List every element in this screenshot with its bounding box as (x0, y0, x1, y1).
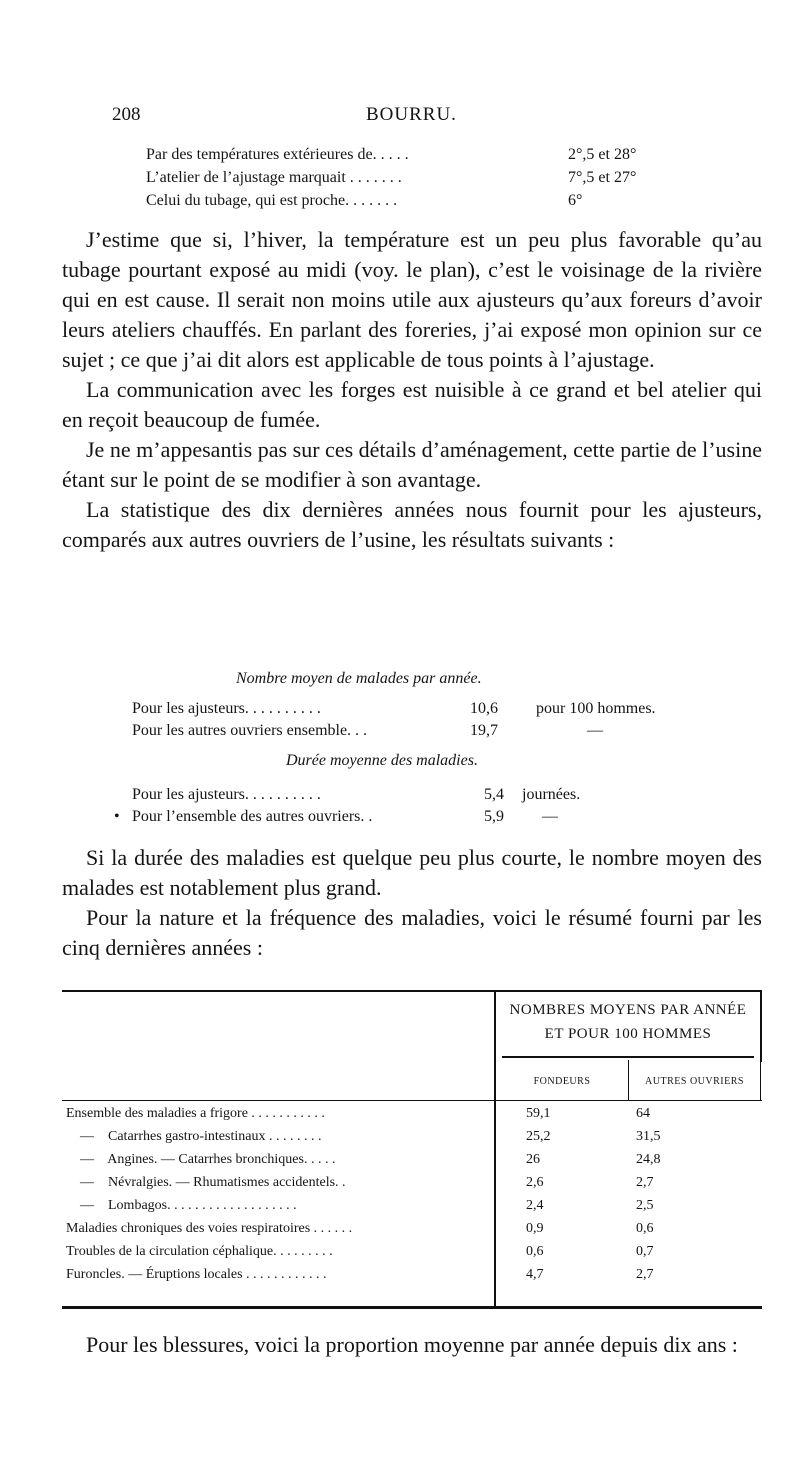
stats-label: Pour les autres ouvriers ensemble. . . (132, 722, 368, 739)
stats-unit: — (587, 722, 603, 739)
table-row (66, 1152, 760, 1174)
table-cell-fondeurs: 2,6 (526, 1175, 544, 1190)
body-text-2 (62, 843, 762, 963)
temperature-value: 7°,5 et 27° (568, 169, 637, 186)
table-row (66, 1106, 760, 1128)
disease-table (62, 990, 762, 1310)
table-cell-fondeurs: 4,7 (526, 1267, 544, 1282)
table-top-rule (62, 990, 762, 992)
table-group-header: NOMBRES MOYENS PAR ANNÉE (509, 1002, 747, 1018)
body-text-1 (62, 225, 762, 555)
stats-value: 10,6 (470, 700, 498, 717)
paragraph: Pour la nature et la fréquence des maladies, voici le résumé fourni par les cinq dernières années : (62, 905, 762, 960)
table-row (66, 1129, 760, 1151)
temperature-value: 2°,5 et 28° (568, 146, 637, 163)
table-cell-label: — Lombagos. . . . . . . . . . . . . . . . . . . (66, 1198, 297, 1213)
page-number: 208 (112, 104, 141, 125)
temperature-label: Par des températures extérieures de. . . . . (146, 146, 409, 163)
temperature-label: Celui du tubage, qui est proche. . . . . . . (146, 192, 398, 209)
stats-unit: journées. (522, 786, 581, 803)
table-cell-autres: 0,6 (636, 1221, 654, 1236)
table-cell-fondeurs: 2,4 (526, 1198, 544, 1213)
table-cell-autres: 64 (636, 1106, 650, 1121)
table-header-rule (502, 1056, 754, 1058)
table-body-rule (62, 1100, 762, 1101)
table-right-edge (760, 1060, 761, 1100)
table-row (66, 1175, 760, 1197)
table-cell-fondeurs: 0,6 (526, 1244, 544, 1259)
table-cell-label: — Névralgies. — Rhumatismes accidentels. . (66, 1175, 346, 1190)
table-cell-fondeurs: 0,9 (526, 1221, 544, 1236)
running-title: BOURRU. (366, 104, 457, 125)
table-row (66, 1221, 760, 1243)
stats-unit: pour 100 hommes. (536, 700, 656, 717)
table-bottom-rule (62, 1306, 762, 1309)
bullet-mark: • (114, 808, 120, 825)
table-cell-label: — Angines. — Catarrhes bronchiques. . . . . (66, 1152, 336, 1167)
table-cell-autres: 0,7 (636, 1244, 654, 1259)
table-cell-label: Maladies chroniques des voies respiratoires . . . . . . (66, 1221, 353, 1236)
paragraph: J’estime que si, l’hiver, la température est un peu plus favorable qu’au tubage pourtant exposé au midi (voy. le plan), c’est le voisinage de la rivière qui en est cause. Il serait non moins utile aux ajusteurs qu’aux foreurs d’avoir leurs ateliers chauffés. En parlant des foreries, j’ai exposé mon opinion sur ce sujet ; ce que j’ai dit alors est applicable de tous points à l’ajustage. (62, 227, 762, 372)
table-cell-autres: 2,5 (636, 1198, 654, 1213)
table-right-edge (760, 990, 762, 1062)
paragraph: Je ne m’appesantis pas sur ces détails d’aménagement, cette partie de l’usine étant sur le point de se modifier à son avantage. (62, 437, 762, 492)
table-row (66, 1198, 760, 1220)
stats-label: Pour les ajusteurs. . . . . . . . . . (132, 700, 321, 717)
closing-text (62, 1330, 762, 1360)
table-cell-autres: 2,7 (636, 1175, 654, 1190)
table-group-header: ET POUR 100 HOMMES (544, 1026, 712, 1042)
stats-heading-2: Durée moyenne des maladies. (286, 752, 478, 769)
table-col-header: AUTRES OUVRIERS (645, 1076, 744, 1087)
temperature-label: L’atelier de l’ajustage marquait . . . . . . . (146, 169, 402, 186)
table-cell-autres: 24,8 (636, 1152, 661, 1167)
paragraph: Pour les blessures, voici la proportion moyenne par année depuis dix ans : (86, 1332, 738, 1357)
table-cell-autres: 2,7 (636, 1267, 654, 1282)
table-cell-autres: 31,5 (636, 1129, 661, 1144)
stats-label: Pour les ajusteurs. . . . . . . . . . (132, 786, 321, 803)
table-cell-fondeurs: 59,1 (526, 1106, 551, 1121)
table-cell-fondeurs: 25,2 (526, 1129, 551, 1144)
table-cell-label: Troubles de la circulation céphalique. . . . . . . . . (66, 1244, 333, 1259)
table-cell-fondeurs: 26 (526, 1152, 540, 1167)
table-cell-label: Furoncles. — Éruptions locales . . . . . . . . . . . . (66, 1267, 327, 1282)
stats-value: 19,7 (470, 722, 498, 739)
table-row (66, 1244, 760, 1266)
stats-unit: — (542, 808, 558, 825)
stats-label: Pour l’ensemble des autres ouvriers. . (132, 808, 373, 825)
temperature-value: 6° (568, 192, 583, 209)
paragraph: La statistique des dix dernières années nous fournit pour les ajusteurs, comparés aux autres ouvriers de l’usine, les résultats suivants : (62, 497, 762, 552)
table-row (66, 1267, 760, 1289)
stats-heading-1: Nombre moyen de malades par année. (236, 670, 482, 687)
stats-value: 5,9 (484, 808, 504, 825)
table-cell-label: Ensemble des maladies a frigore . . . . . . . . . . . (66, 1106, 325, 1121)
paragraph: La communication avec les forges est nuisible à ce grand et bel atelier qui en reçoit beaucoup de fumée. (62, 377, 762, 432)
stats-value: 5,4 (484, 786, 504, 803)
table-col-header: FONDEURS (533, 1076, 591, 1087)
table-cell-label: — Catarrhes gastro-intestinaux . . . . . . . . (66, 1129, 322, 1144)
paragraph: Si la durée des maladies est quelque peu plus courte, le nombre moyen des malades est notablement plus grand. (62, 845, 762, 900)
